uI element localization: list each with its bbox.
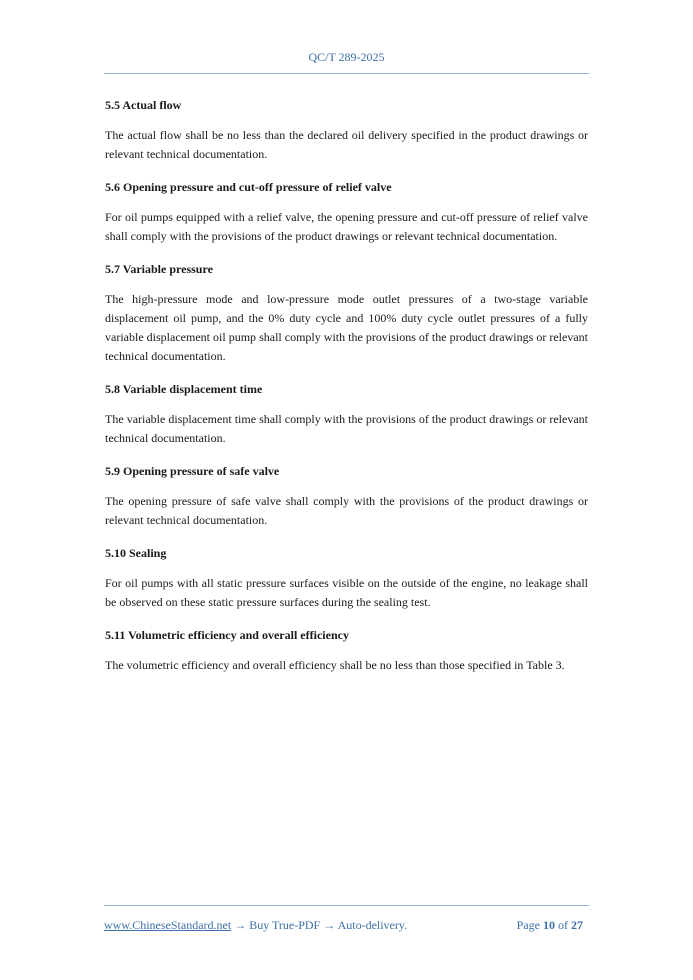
section-5-5 <box>105 96 588 164</box>
section-5-6 <box>105 178 588 246</box>
section-paragraph: The opening pressure of safe valve shall comply with the provisions of the product drawings or relevant technical documentation. <box>105 494 588 527</box>
section-heading: 5.11 Volumetric efficiency and overall efficiency <box>105 628 349 642</box>
page-indicator <box>517 918 583 933</box>
section-5-10 <box>105 544 588 612</box>
page-header-code: QC/T 289-2025 <box>308 50 385 64</box>
section-heading: 5.10 Sealing <box>105 546 167 560</box>
header-divider <box>104 73 589 74</box>
footer-divider <box>104 905 589 906</box>
total-pages: 27 <box>571 918 583 932</box>
promo-text: → Buy True-PDF → Auto-delivery. <box>231 918 408 932</box>
section-heading: 5.9 Opening pressure of safe valve <box>105 464 280 478</box>
section-paragraph: For oil pumps with all static pressure surfaces visible on the outside of the engine, no leakage shall be observed on these static pressure surfaces during the sealing test. <box>105 576 588 609</box>
footer-promo <box>104 918 407 933</box>
page-footer <box>104 918 589 934</box>
section-heading: 5.8 Variable displacement time <box>105 382 263 396</box>
section-5-7 <box>105 260 588 366</box>
section-5-9 <box>105 462 588 530</box>
section-heading: 5.7 Variable pressure <box>105 262 213 276</box>
section-paragraph: For oil pumps equipped with a relief valve, the opening pressure and cut-off pressure of relief valve shall comply with the provisions of the product drawings or relevant technical documentation. <box>105 210 588 243</box>
site-link[interactable]: www.ChineseStandard.net <box>104 918 232 932</box>
page-number: 10 <box>543 918 555 932</box>
of-label: of <box>558 918 568 932</box>
section-paragraph: The high-pressure mode and low-pressure mode outlet pressures of a two-stage variable displacement oil pump, and the 0% duty cycle and 100% duty cycle outlet pressures of a fully variable displacement oil pump shall comply with the provisions of the product drawings or relevant technical documentation. <box>105 292 588 363</box>
section-heading: 5.6 Opening pressure and cut-off pressure of relief valve <box>105 180 392 194</box>
document-body <box>105 96 588 689</box>
section-paragraph: The variable displacement time shall comply with the provisions of the product drawings or relevant technical documentation. <box>105 412 588 445</box>
section-heading: 5.5 Actual flow <box>105 98 182 112</box>
section-5-8 <box>105 380 588 448</box>
section-paragraph: The volumetric efficiency and overall efficiency shall be no less than those specified in Table 3. <box>105 658 565 672</box>
page-label: Page <box>516 918 540 932</box>
section-5-11 <box>105 626 588 675</box>
section-paragraph: The actual flow shall be no less than the declared oil delivery specified in the product drawings or relevant technical documentation. <box>105 128 588 161</box>
